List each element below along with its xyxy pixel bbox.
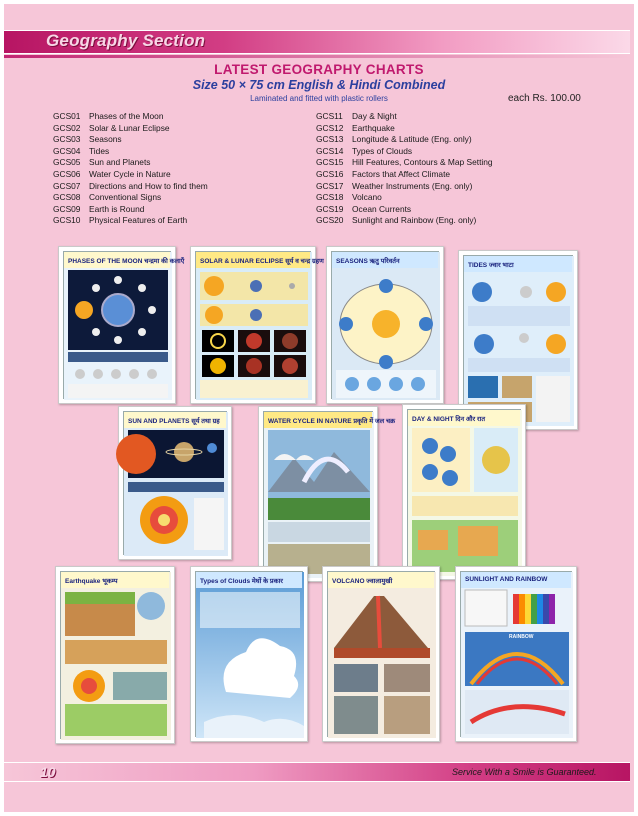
chart-name: Conventional Signs — [89, 192, 162, 203]
chart-card-title: DAY & NIGHT दिन और रात — [408, 410, 520, 426]
clouds-chart-image — [196, 572, 304, 738]
chart-code: GCS13 — [316, 134, 344, 145]
footer-tagline: Service With a Smile is Guaranteed. — [452, 767, 597, 777]
chart-card-sunlight-and-rainbow — [455, 566, 577, 742]
chart-name: Seasons — [89, 134, 122, 145]
chart-list-item — [53, 204, 208, 216]
chart-name: Factors that Affect Climate — [352, 168, 451, 179]
chart-code: GCS16 — [316, 168, 344, 179]
page-title: LATEST GEOGRAPHY CHARTS — [214, 62, 424, 77]
chart-list-item — [53, 123, 208, 135]
section-title: Geography Section — [46, 31, 206, 50]
earthquake-chart-image — [61, 572, 171, 740]
chart-card-day-and-night — [402, 404, 526, 580]
sun-planets-chart-image — [124, 412, 228, 556]
price-label: each Rs. 100.00 — [508, 93, 581, 104]
chart-name: Solar & Lunar Eclipse — [89, 122, 170, 133]
chart-name: Sun and Planets — [89, 157, 151, 168]
chart-list-item — [316, 123, 493, 135]
chart-name: Hill Features, Contours & Map Setting — [352, 157, 493, 168]
chart-code: GCS10 — [53, 215, 81, 226]
chart-card-title: WATER CYCLE IN NATURE प्रकृति में जल चक्र — [264, 412, 372, 428]
chart-name: Directions and How to find them — [89, 180, 208, 191]
chart-name: Ocean Currents — [352, 203, 412, 214]
chart-card-title: PHASES OF THE MOON चन्द्रमा की कलाएँ — [64, 252, 170, 268]
chart-card-seasons — [326, 246, 444, 404]
chart-code: GCS11 — [316, 111, 343, 121]
chart-code: GCS18 — [316, 192, 344, 203]
chart-code: GCS06 — [53, 168, 81, 179]
chart-list-item — [53, 192, 208, 204]
rainbow-chart-image — [461, 572, 573, 738]
chart-name: Sunlight and Rainbow (Eng. only) — [352, 215, 477, 226]
chart-card-title: SUNLIGHT AND RAINBOW — [461, 572, 571, 588]
seasons-chart-image — [332, 252, 440, 400]
chart-card-title: Earthquake भूकम्प — [61, 572, 169, 588]
water-cycle-chart-image — [264, 412, 374, 578]
volcano-chart-image — [328, 572, 436, 738]
chart-list-item — [53, 146, 208, 158]
chart-list-item — [53, 134, 208, 146]
chart-name: Types of Clouds — [352, 145, 413, 156]
chart-list-item — [53, 111, 208, 123]
chart-card-tides — [458, 250, 578, 430]
chart-code: GCS19 — [316, 203, 344, 214]
chart-card-title: VOLCANO ज्वालामुखी — [328, 572, 434, 588]
chart-name: Weather Instruments (Eng. only) — [352, 180, 473, 191]
chart-card-sun-and-planets — [118, 406, 232, 560]
chart-card-volcano — [322, 566, 440, 742]
chart-name: Longitude & Latitude (Eng. only) — [352, 134, 472, 145]
chart-code: GCS20 — [316, 215, 344, 226]
chart-card-title: TIDES ज्वार भाटा — [464, 256, 572, 272]
chart-name: Physical Features of Earth — [89, 215, 188, 226]
chart-name: Day & Night — [352, 111, 397, 121]
chart-card-title: SEASONS ऋतु परिवर्तन — [332, 252, 438, 268]
chart-code: GCS02 — [53, 122, 81, 133]
chart-list-right — [316, 111, 493, 227]
chart-list-item — [53, 157, 208, 169]
chart-list-item — [316, 111, 493, 123]
chart-list-item — [53, 215, 208, 227]
chart-list-item — [316, 146, 493, 158]
chart-list-item — [316, 157, 493, 169]
chart-code: GCS04 — [53, 145, 81, 156]
chart-list-item — [316, 215, 493, 227]
chart-code: GCS15 — [316, 157, 344, 168]
chart-code: GCS07 — [53, 180, 81, 191]
tides-chart-image — [464, 256, 574, 426]
chart-code: GCS05 — [53, 157, 81, 168]
chart-card-title: SOLAR & LUNAR ECLIPSE सूर्य व चन्द्र ग्रहण — [196, 252, 310, 268]
day-night-chart-image — [408, 410, 522, 576]
chart-name: Phases of the Moon — [89, 111, 164, 121]
chart-list-item — [53, 169, 208, 181]
chart-list-item — [316, 204, 493, 216]
chart-list-item — [316, 181, 493, 193]
chart-code: GCS08 — [53, 192, 81, 203]
chart-list-item — [316, 192, 493, 204]
chart-card-solar-lunar-eclipse — [190, 246, 324, 404]
page-number: 10 — [40, 764, 56, 780]
moon-chart-image — [64, 252, 172, 400]
chart-code: GCS17 — [316, 180, 344, 191]
rainbow-caption: RAINBOW — [509, 634, 534, 640]
chart-name: Volcano — [352, 192, 382, 203]
size-subtitle: Size 50 × 75 cm English & Hindi Combined — [192, 78, 446, 92]
chart-card-types-of-clouds — [190, 566, 308, 742]
chart-name: Tides — [89, 145, 110, 156]
chart-list-left — [53, 111, 208, 227]
chart-code: GCS14 — [316, 145, 344, 156]
laminated-note: Laminated and fitted with plastic rollers — [250, 94, 388, 103]
chart-list-item — [316, 169, 493, 181]
chart-list-item — [316, 134, 493, 146]
chart-card-earthquake — [55, 566, 175, 744]
chart-code: GCS09 — [53, 203, 81, 214]
chart-card-title: SUN AND PLANETS सूर्य तथा ग्रह — [124, 412, 226, 428]
chart-code: GCS01 — [53, 111, 81, 121]
chart-name: Earth is Round — [89, 203, 145, 214]
eclipse-chart-image — [196, 252, 312, 400]
chart-name: Water Cycle in Nature — [89, 168, 171, 179]
chart-list-item — [53, 181, 208, 193]
chart-card-phases-of-moon — [58, 246, 185, 404]
chart-code: GCS12 — [316, 122, 344, 133]
chart-name: Earthquake — [352, 122, 395, 133]
chart-card-title: Types of Clouds मेघों के प्रकार — [196, 572, 302, 588]
chart-code: GCS03 — [53, 134, 81, 145]
